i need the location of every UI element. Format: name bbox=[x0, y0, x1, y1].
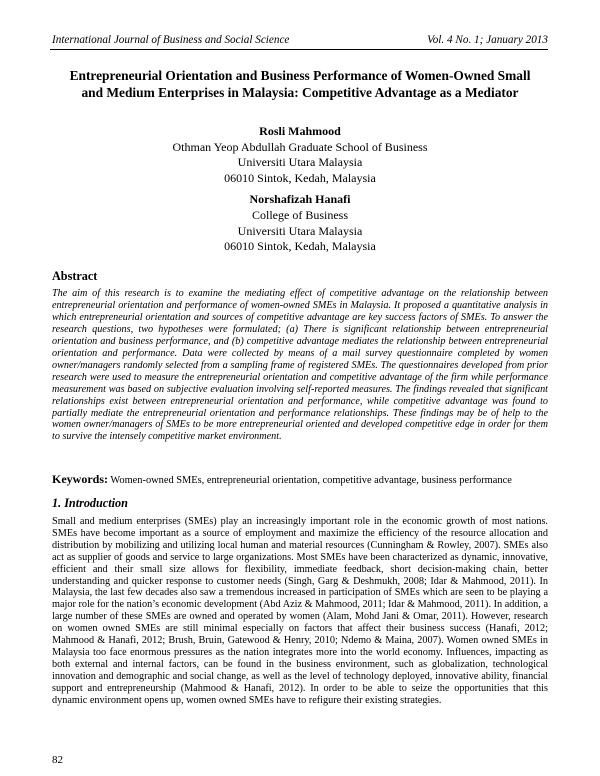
author-affiliation-line: 06010 Sintok, Kedah, Malaysia bbox=[224, 170, 376, 185]
keywords-label: Keywords: bbox=[52, 472, 108, 486]
author-affiliation-line: Universiti Utara Malaysia bbox=[237, 223, 363, 238]
author-name: Rosli Mahmood bbox=[259, 124, 341, 138]
author-list bbox=[100, 124, 500, 261]
author-name: Norshafizah Hanafi bbox=[249, 192, 351, 207]
volume-issue: Vol. 4 No. 1; January 2013 bbox=[427, 34, 548, 46]
keywords-text: Women-owned SMEs, entrepreneurial orientation, competitive advantage, business performance bbox=[110, 475, 512, 486]
keywords bbox=[52, 473, 548, 487]
introduction-text: Small and medium enterprises (SMEs) play an increasingly important role in the economic growth of most nations. SMEs have become important as a source of employment and maximize the efficiency of the resource allocation and distribution by mobilizing and utilizing local human and material resources (Cunningham & Rowley, 2007). SMEs also act as supplier of goods and service to large organizations. Most SMEs have been characterized as dynamic, innovative, efficient and their small size allows for flexibility, immediate feedback, short decision-making chain, better understanding and quicker response to customer needs (Singh, Garg & Deshmukh, 2008; Idar & Mahmood, 2011). In Malaysia, the last few decades also saw a tremendous increased in participation of SMEs which are seen to be playing a major role for the nation’s economic development (Abd Aziz & Mahmood, 2011; Idar & Mahmood, 2011). In addition, a large number of these SMEs are owned and operated by women (Alam, Mohd Jani & Omar, 2011). However, research on women owned SMEs are still minimal especially on factors that affect their business success (Hanafi, 2012; Mahmood & Hanafi, 2012; Brush, Bruin, Gatewood & Henry, 2010; Ndemo & Maina, 2007). Women owned SMEs in Malaysia too face enormous pressures as the nation integrates more into the world economy. Influences, impacting as both external and internal factors, can be found in the business environment, such as globalization, technological innovation and demographic and social change, as well as the level of technology deployed, innovative ability, financial support and entrepreneurship (Mahmood & Hanafi, 2012). In order to be able to seize the opportunities that this dynamic environment opens up, women owned SMEs have to refigure their existing strategies. bbox=[52, 516, 548, 706]
header-rule bbox=[50, 49, 548, 50]
introduction-heading: 1. Introduction bbox=[52, 496, 128, 510]
page-number: 82 bbox=[52, 754, 63, 766]
author-block bbox=[100, 192, 500, 254]
author-affiliation-line: Universiti Utara Malaysia bbox=[237, 155, 363, 170]
author-affiliation-line: 06010 Sintok, Kedah, Malaysia bbox=[224, 239, 376, 254]
abstract-heading: Abstract bbox=[52, 269, 98, 283]
author-affiliation-line: College of Business bbox=[252, 207, 348, 222]
author-block bbox=[100, 124, 500, 186]
abstract-text: The aim of this research is to examine the mediating effect of competitive advantage on the relationship between entrepreneurial orientation and performance of women-owned SMEs in Malaysia. It proposed a quantitative analysis in which entrepreneurial orientation and sources of competitive advantage are key success factors of SMEs. To answer the research questions, two hypotheses were formulated; (a) There is significant relationship between entrepreneurial orientation and business performance, and (b) competitive advantage mediates the relationship between entrepreneurial orientation and performance. Data were collected by means of a mail survey questionnaire completed by women owner/managers randomly selected from a sampling frame of registered SMEs. The questionnaires developed from prior research were used to measure the entrepreneurial orientation and competitive advantage of the firm while performance measurement was based on subjective evaluation involving self-reported measures. The findings revealed that significant relationships exist between entrepreneurial orientation and performance, while competitive advantage was found to partially mediate the entrepreneurial orientation and performance relationships. These findings may be of help to the women owner/managers of SMEs to be more entrepreneurial oriented and developed competitive edge in order for them to survive the intensely competitive market environment. bbox=[52, 288, 548, 443]
journal-name: International Journal of Business and Social Science bbox=[52, 34, 290, 46]
paper-title: Entrepreneurial Orientation and Business Performance of Women-Owned Small and Medium Enterprises in Malaysia: Competitive Advantage as a Mediator bbox=[69, 68, 531, 100]
running-header bbox=[52, 34, 548, 46]
author-affiliation-line: Othman Yeop Abdullah Graduate School of Business bbox=[172, 139, 428, 154]
